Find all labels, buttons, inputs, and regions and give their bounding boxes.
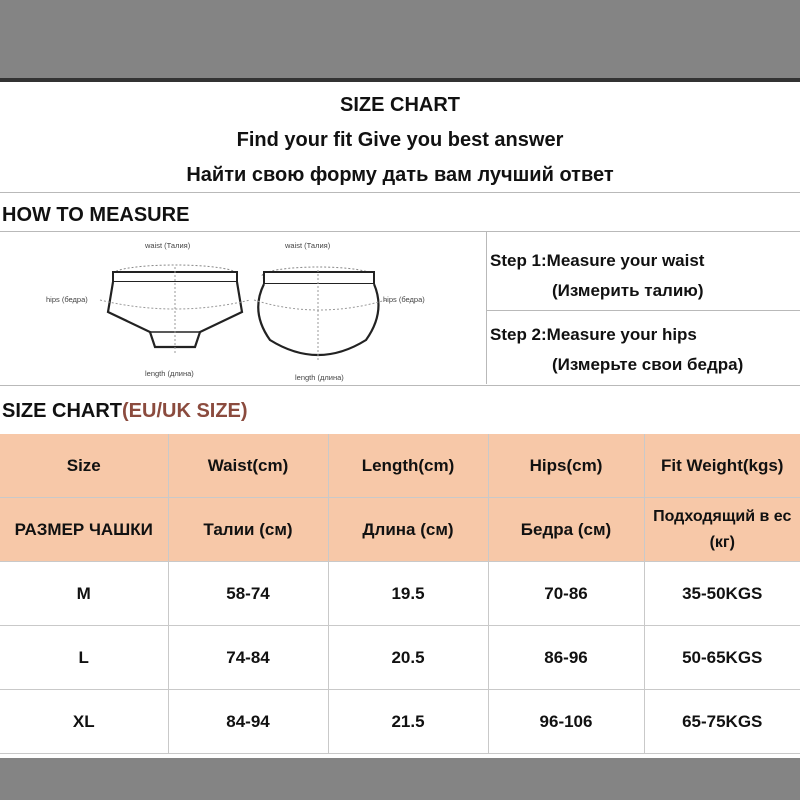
table-cell: 58-74 <box>168 562 328 626</box>
step-1-ru: (Измерить талию) <box>552 281 704 300</box>
divider <box>486 232 487 384</box>
table-header-row-ru <box>0 498 800 562</box>
step-2-ru: (Измерьте свои бедра) <box>552 355 744 374</box>
table-cell: 96-106 <box>488 690 644 754</box>
table-cell: 50-65KGS <box>644 626 800 690</box>
how-to-measure-section <box>0 232 800 384</box>
divider <box>0 192 800 193</box>
table-header-row-en <box>0 434 800 498</box>
column-header: Length(cm) <box>328 434 488 498</box>
header-tagline-en: Find your fit Give you best answer <box>236 129 564 151</box>
length-label: length (длина) <box>145 369 194 378</box>
table-row <box>0 690 800 754</box>
divider <box>0 385 800 386</box>
size-chart-title-accent: (EU/UK SIZE) <box>122 400 248 422</box>
waist-label: waist (Талия) <box>145 241 191 250</box>
table-cell: 20.5 <box>328 626 488 690</box>
column-header: Waist(cm) <box>168 434 328 498</box>
table-cell: 19.5 <box>328 562 488 626</box>
header-title: SIZE CHART <box>340 94 460 116</box>
column-header: Подходящий в ес (кг) <box>644 498 800 562</box>
length-label-back: length (длина) <box>295 373 344 382</box>
column-header: РАЗМЕР ЧАШКИ <box>0 498 168 562</box>
waist-label-back: waist (Талия) <box>285 241 331 250</box>
size-chart-title <box>2 400 248 423</box>
step-2 <box>490 320 743 380</box>
column-header: Hips(cm) <box>488 434 644 498</box>
table-row <box>0 562 800 626</box>
table-cell: 70-86 <box>488 562 644 626</box>
how-to-measure-title: HOW TO MEASURE <box>2 204 190 226</box>
table-cell: 74-84 <box>168 626 328 690</box>
table-cell: XL <box>0 690 168 754</box>
table-cell: L <box>0 626 168 690</box>
table-cell: 65-75KGS <box>644 690 800 754</box>
divider <box>486 310 800 311</box>
step-1-en: Step 1:Measure your waist <box>490 251 705 270</box>
table-cell: 86-96 <box>488 626 644 690</box>
column-header: Длина (см) <box>328 498 488 562</box>
hips-label: hips (бедра) <box>46 295 88 304</box>
column-header: Талии (см) <box>168 498 328 562</box>
size-table <box>0 434 800 754</box>
column-header: Бедра (см) <box>488 498 644 562</box>
step-2-en: Step 2:Measure your hips <box>490 325 697 344</box>
header-tagline-ru: Найти свою форму дать вам лучший ответ <box>186 164 614 186</box>
size-chart-title-main: SIZE CHART <box>2 400 122 422</box>
back-briefs-illustration <box>254 267 386 360</box>
panties-measurement-diagram <box>0 232 486 384</box>
column-header: Fit Weight(kgs) <box>644 434 800 498</box>
chart-header <box>0 88 800 193</box>
size-chart-sheet <box>0 78 800 758</box>
table-row <box>0 626 800 690</box>
column-header: Size <box>0 434 168 498</box>
table-cell: 21.5 <box>328 690 488 754</box>
front-briefs-illustration <box>100 265 250 354</box>
table-cell: 35-50KGS <box>644 562 800 626</box>
table-cell: M <box>0 562 168 626</box>
step-1 <box>490 246 704 306</box>
table-cell: 84-94 <box>168 690 328 754</box>
hips-label-back: hips (бедра) <box>383 295 425 304</box>
